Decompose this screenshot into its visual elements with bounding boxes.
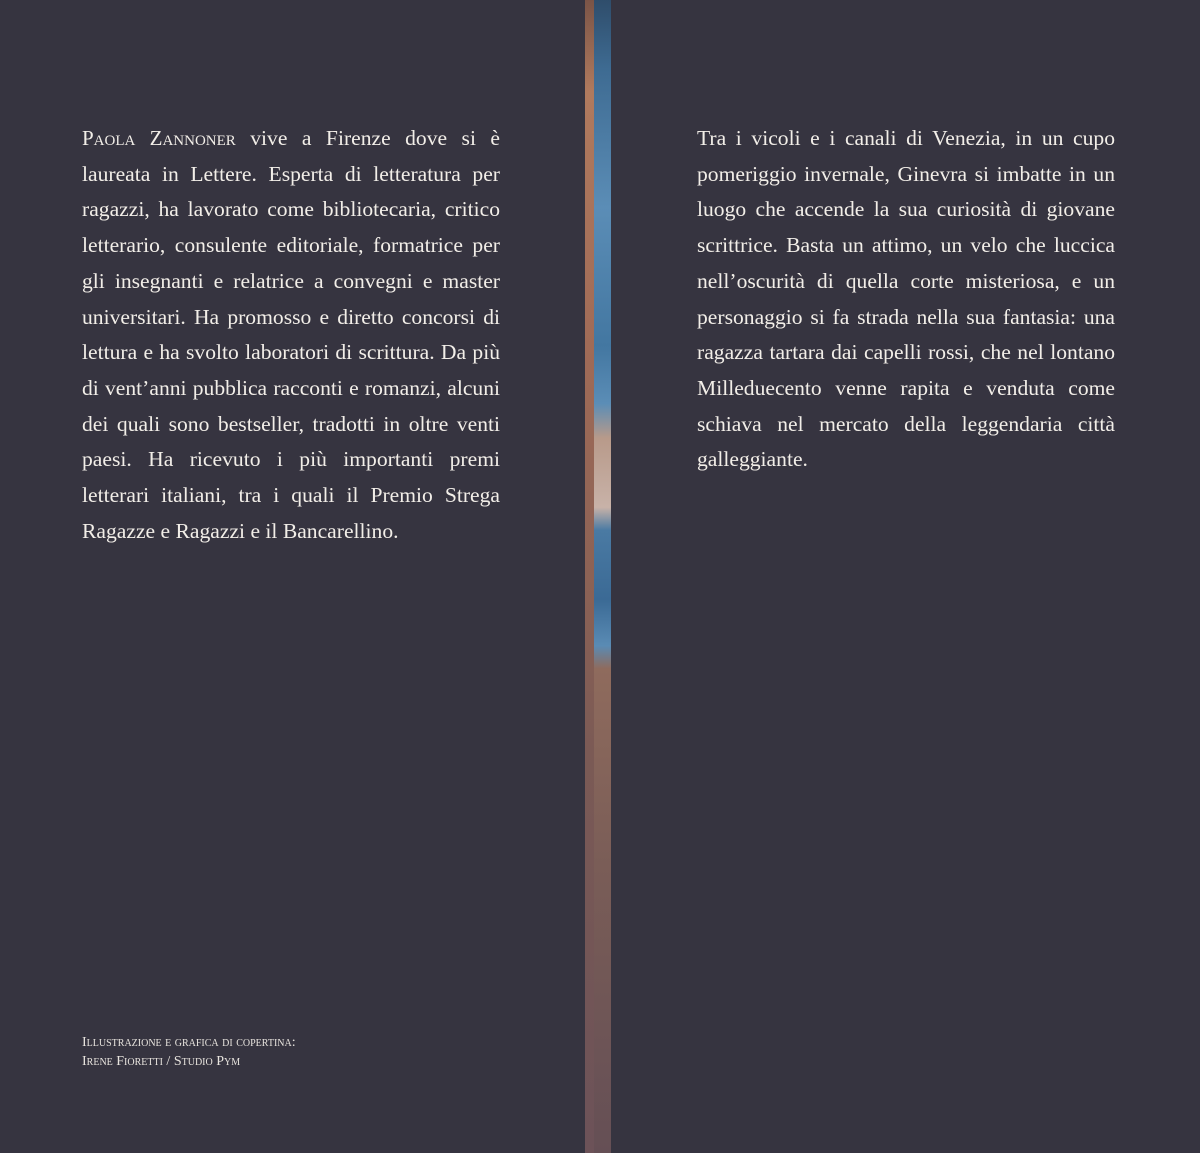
author-name: Paola Zannoner <box>82 126 236 150</box>
book-spine-illustration <box>585 0 611 1153</box>
left-flap <box>0 0 585 1153</box>
spine-rust-strip <box>585 0 594 1153</box>
bio-text: vive a Firenze dove si è laureata in Lettere. Esperta di letteratura per ragazzi, ha lavorato come bibliotecaria, critico letterario, consulente editoriale, formatrice per gli insegnanti e relatrice a convegni e master universitari. Ha promosso e diretto concorsi di lettura e ha svolto laboratori di scrittura. Da più di vent’anni pubblica racconti e romanzi, alcuni dei quali sono bestseller, tradotti in oltre venti paesi. Ha ricevuto i più importanti premi letterari italiani, tra i quali il Premio Strega Ragazze e Ragazzi e il Bancarellino. <box>82 126 500 543</box>
credits-line-1: Illustrazione e grafica di copertina: <box>82 1035 296 1050</box>
spine-blue-strip <box>594 0 611 1153</box>
book-blurb: Tra i vicoli e i canali di Venezia, in un cupo pomeriggio invernale, Ginevra si imbatte in un luogo che accende la sua curiosità di giovane scrittrice. Basta un attimo, un velo che luccica nell’oscurità di quella corte misteriosa, e un personaggio si fa strada nella sua fantasia: una ragazza tartara dai capelli rossi, che nel lontano Milleduecento venne rapita e venduta come schiava nel mercato della leggendaria città galleggiante. <box>697 126 1115 472</box>
cover-credits <box>82 1033 412 1071</box>
author-bio <box>82 121 500 549</box>
credits-line-2: Irene Fioretti / Studio Pym <box>82 1054 241 1069</box>
